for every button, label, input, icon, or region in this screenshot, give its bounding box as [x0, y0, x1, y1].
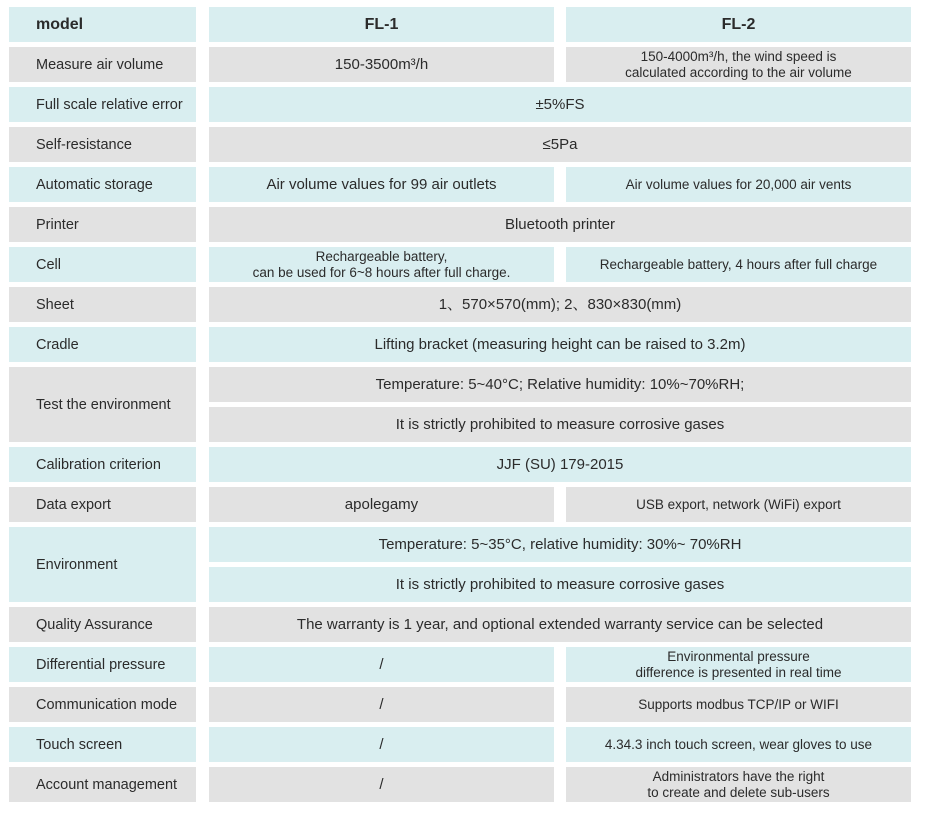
value-fl1-cell-line1: Rechargeable battery,: [315, 248, 448, 264]
row-label-test-environment: Test the environment: [9, 367, 196, 442]
value-fl1-touch-screen: /: [209, 727, 554, 762]
value-fl1-measure-air-volume: 150-3500m³/h: [209, 47, 554, 82]
value-fl2-am-line2: to create and delete sub-users: [647, 784, 830, 800]
value-fl1-differential-pressure: /: [209, 647, 554, 682]
row-label-cradle: Cradle: [9, 327, 196, 362]
value-fl2-dp-line1: Environmental pressure: [667, 648, 810, 664]
row-label-environment: Environment: [9, 527, 196, 602]
value-fl2-cell: Rechargeable battery, 4 hours after full charge: [566, 247, 911, 282]
value-fl1-communication-mode: /: [209, 687, 554, 722]
row-label-quality-assurance: Quality Assurance: [9, 607, 196, 642]
value-environment-1: Temperature: 5~35°C, relative humidity: 30%~ 70%RH: [209, 527, 911, 562]
value-printer: Bluetooth printer: [209, 207, 911, 242]
value-test-environment-2: It is strictly prohibited to measure corrosive gases: [209, 407, 911, 442]
row-label-printer: Printer: [9, 207, 196, 242]
header-model: model: [9, 7, 196, 42]
value-sheet: 1、570×570(mm); 2、830×830(mm): [209, 287, 911, 322]
row-label-sheet: Sheet: [9, 287, 196, 322]
value-fl2-differential-pressure: [566, 647, 911, 682]
value-fl2-data-export: USB export, network (WiFi) export: [566, 487, 911, 522]
value-fl2-communication-mode: Supports modbus TCP/IP or WIFI: [566, 687, 911, 722]
row-label-differential-pressure: Differential pressure: [9, 647, 196, 682]
value-fl1-cell: [209, 247, 554, 282]
row-label-calibration: Calibration criterion: [9, 447, 196, 482]
header-fl1: FL-1: [209, 7, 554, 42]
value-fl1-account-management: /: [209, 767, 554, 802]
row-label-measure-air-volume: Measure air volume: [9, 47, 196, 82]
value-quality-assurance: The warranty is 1 year, and optional extended warranty service can be selected: [209, 607, 911, 642]
row-label-full-scale-error: Full scale relative error: [9, 87, 196, 122]
value-fl2-dp-line2: difference is presented in real time: [635, 664, 842, 680]
value-fl2-automatic-storage: Air volume values for 20,000 air vents: [566, 167, 911, 202]
value-fl2-touch-screen: 4.34.3 inch touch screen, wear gloves to use: [566, 727, 911, 762]
value-fl2-measure-air-volume: [566, 47, 911, 82]
value-fl2-account-management: [566, 767, 911, 802]
value-fl1-data-export: apolegamy: [209, 487, 554, 522]
row-label-account-management: Account management: [9, 767, 196, 802]
value-self-resistance: ≤5Pa: [209, 127, 911, 162]
value-fl1-cell-line2: can be used for 6~8 hours after full charge.: [252, 264, 511, 280]
row-label-touch-screen: Touch screen: [9, 727, 196, 762]
value-environment-2: It is strictly prohibited to measure corrosive gases: [209, 567, 911, 602]
value-fl2-line1: 150-4000m³/h, the wind speed is: [640, 48, 837, 64]
row-label-automatic-storage: Automatic storage: [9, 167, 196, 202]
value-fl2-am-line1: Administrators have the right: [652, 768, 825, 784]
value-test-environment-1: Temperature: 5~40°C; Relative humidity: 10%~70%RH;: [209, 367, 911, 402]
value-full-scale-error: ±5%FS: [209, 87, 911, 122]
value-fl1-automatic-storage: Air volume values for 99 air outlets: [209, 167, 554, 202]
header-fl2: FL-2: [566, 7, 911, 42]
row-label-communication-mode: Communication mode: [9, 687, 196, 722]
row-label-data-export: Data export: [9, 487, 196, 522]
value-calibration: JJF (SU) 179-2015: [209, 447, 911, 482]
value-cradle: Lifting bracket (measuring height can be raised to 3.2m): [209, 327, 911, 362]
row-label-cell: Cell: [9, 247, 196, 282]
row-label-self-resistance: Self-resistance: [9, 127, 196, 162]
value-fl2-line2: calculated according to the air volume: [625, 64, 852, 80]
